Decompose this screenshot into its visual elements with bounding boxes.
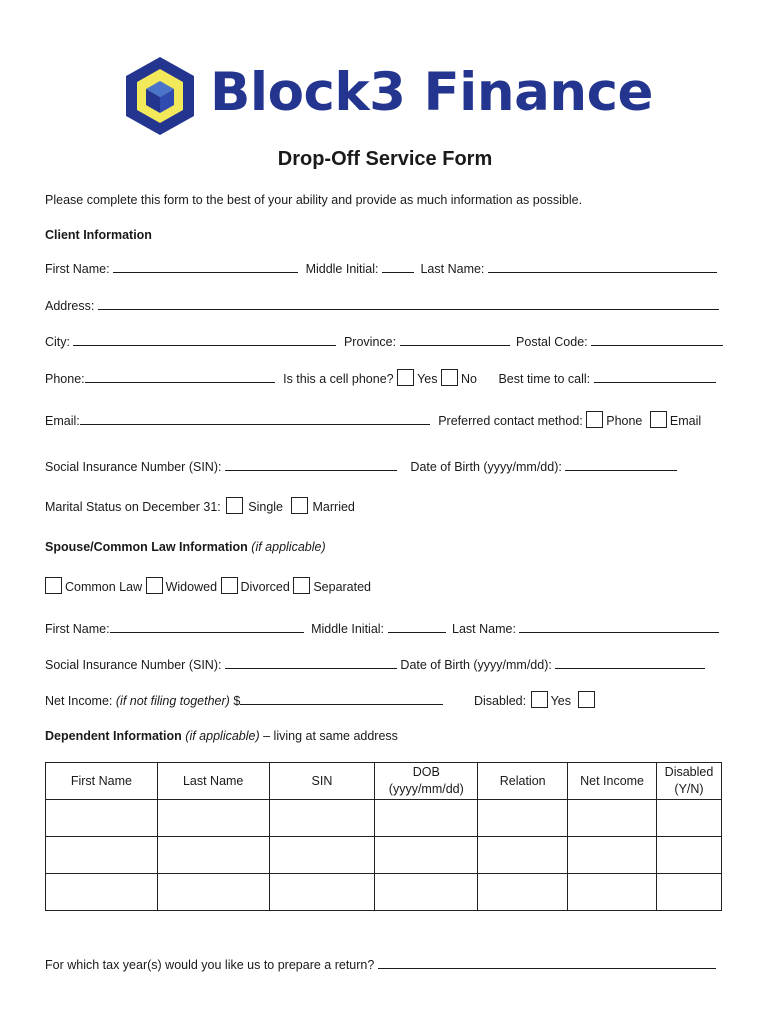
- table-row: [46, 837, 722, 874]
- spouse-dob-label: Date of Birth (yyyy/mm/dd):: [400, 658, 552, 672]
- table-cell[interactable]: [46, 837, 158, 874]
- address-field[interactable]: [98, 298, 719, 310]
- disabled-yes-checkbox[interactable]: [531, 691, 548, 708]
- spouse-heading-row: [45, 540, 326, 554]
- phone-label: Phone:: [45, 372, 85, 386]
- dependent-table: [45, 762, 722, 911]
- married-label: Married: [312, 500, 355, 514]
- last-name-label: Last Name:: [420, 262, 485, 276]
- disabled-yes-label: Yes: [550, 694, 572, 708]
- table-cell[interactable]: [478, 874, 568, 911]
- preferred-contact-label: Preferred contact method:: [438, 414, 583, 428]
- email-field[interactable]: [80, 413, 430, 425]
- table-cell[interactable]: [269, 837, 375, 874]
- email-row: [45, 411, 701, 428]
- address-row: [45, 298, 719, 313]
- marital-row: [45, 497, 355, 514]
- province-label: Province:: [343, 335, 397, 349]
- column-header: DOB (yyyy/mm/dd): [375, 763, 478, 800]
- spouse-last-name-field[interactable]: [519, 621, 719, 633]
- table-cell[interactable]: [568, 874, 657, 911]
- middle-initial-label: Middle Initial:: [305, 262, 379, 276]
- table-cell[interactable]: [568, 800, 657, 837]
- spouse-dob-field[interactable]: [555, 657, 705, 669]
- column-header: SIN: [269, 763, 375, 800]
- column-header: Last Name: [157, 763, 269, 800]
- table-cell[interactable]: [656, 837, 721, 874]
- dependent-table-header: [46, 763, 722, 800]
- client-heading: Client Information: [45, 228, 152, 242]
- spouse-disabled-group: [474, 691, 598, 708]
- form-intro: Please complete this form to the best of your ability and provide as much information as possible.: [45, 193, 583, 207]
- spouse-heading-note: (if applicable): [251, 540, 326, 554]
- disabled-no-checkbox[interactable]: [578, 691, 595, 708]
- tax-year-field[interactable]: [378, 957, 716, 969]
- contact-email-checkbox[interactable]: [650, 411, 667, 428]
- sin-label: Social Insurance Number (SIN):: [45, 460, 222, 474]
- hexagon-cube-logo-icon: [124, 55, 196, 137]
- separated-checkbox[interactable]: [293, 577, 310, 594]
- spouse-status-row: [45, 577, 371, 594]
- best-time-field[interactable]: [594, 371, 716, 383]
- spouse-heading: Spouse/Common Law Information: [45, 540, 248, 554]
- table-cell[interactable]: [375, 874, 478, 911]
- first-name-label: First Name:: [45, 262, 110, 276]
- table-cell[interactable]: [656, 800, 721, 837]
- brand-logo: [124, 55, 654, 137]
- divorced-label: Divorced: [240, 580, 290, 594]
- phone-field[interactable]: [85, 371, 275, 383]
- spouse-sin-field[interactable]: [225, 657, 397, 669]
- contact-phone-checkbox[interactable]: [586, 411, 603, 428]
- dob-field[interactable]: [565, 459, 677, 471]
- email-label: Email:: [45, 414, 80, 428]
- table-cell[interactable]: [269, 800, 375, 837]
- net-income-note: (if not filing together): [115, 694, 230, 708]
- dependent-heading: Dependent Information: [45, 729, 182, 743]
- net-income-label: Net Income:: [45, 694, 113, 708]
- table-cell[interactable]: [375, 800, 478, 837]
- cell-yes-label: Yes: [417, 372, 438, 386]
- sin-row: [45, 459, 677, 474]
- cell-question-label: Is this a cell phone?: [283, 372, 394, 386]
- table-cell[interactable]: [375, 837, 478, 874]
- postal-code-field[interactable]: [591, 334, 723, 346]
- married-checkbox[interactable]: [291, 497, 308, 514]
- column-header: Relation: [478, 763, 568, 800]
- phone-row: [45, 369, 716, 386]
- common-law-checkbox[interactable]: [45, 577, 62, 594]
- column-header: Disabled (Y/N): [656, 763, 721, 800]
- sin-field[interactable]: [225, 459, 397, 471]
- table-row: [46, 800, 722, 837]
- single-label: Single: [248, 500, 284, 514]
- spouse-sin-label: Social Insurance Number (SIN):: [45, 658, 222, 672]
- dollar-sign: $: [233, 694, 241, 708]
- column-header: First Name: [46, 763, 158, 800]
- dob-label: Date of Birth (yyyy/mm/dd):: [410, 460, 562, 474]
- dependent-heading-row: [45, 729, 398, 743]
- city-label: City:: [45, 335, 70, 349]
- table-cell[interactable]: [269, 874, 375, 911]
- spouse-first-name-field[interactable]: [110, 621, 304, 633]
- province-field[interactable]: [400, 334, 510, 346]
- contact-phone-label: Phone: [606, 414, 643, 428]
- city-field[interactable]: [73, 334, 336, 346]
- widowed-checkbox[interactable]: [146, 577, 163, 594]
- dependent-heading-suffix: – living at same address: [263, 729, 398, 743]
- client-name-row: [45, 261, 717, 276]
- table-cell[interactable]: [478, 837, 568, 874]
- address-label: Address:: [45, 299, 95, 313]
- table-cell[interactable]: [157, 800, 269, 837]
- disabled-label: Disabled:: [474, 694, 527, 708]
- spouse-last-name-label: Last Name:: [452, 622, 516, 636]
- postal-code-label: Postal Code:: [516, 335, 588, 349]
- marital-label: Marital Status on December 31:: [45, 500, 221, 514]
- table-cell[interactable]: [157, 837, 269, 874]
- spouse-name-row: [45, 621, 719, 636]
- spouse-sin-row: [45, 657, 705, 672]
- table-cell[interactable]: [656, 874, 721, 911]
- net-income-field[interactable]: [240, 693, 443, 705]
- middle-initial-field[interactable]: [382, 261, 414, 273]
- single-checkbox[interactable]: [226, 497, 243, 514]
- last-name-field[interactable]: [488, 261, 717, 273]
- table-cell[interactable]: [46, 874, 158, 911]
- table-row: [46, 874, 722, 911]
- city-row: [45, 334, 723, 349]
- brand-name: Block3 Finance: [210, 62, 653, 123]
- contact-email-label: Email: [669, 414, 702, 428]
- spouse-middle-initial-label: Middle Initial:: [311, 622, 385, 636]
- cell-no-label: No: [460, 372, 477, 386]
- table-cell[interactable]: [46, 800, 158, 837]
- column-header: Net Income: [568, 763, 657, 800]
- first-name-field[interactable]: [113, 261, 298, 273]
- widowed-label: Widowed: [165, 580, 218, 594]
- spouse-middle-initial-field[interactable]: [388, 621, 446, 633]
- cell-yes-checkbox[interactable]: [397, 369, 414, 386]
- table-cell[interactable]: [157, 874, 269, 911]
- tax-year-question: For which tax year(s) would you like us to prepare a return?: [45, 958, 375, 972]
- form-title: Drop-Off Service Form: [277, 148, 493, 170]
- tax-year-row: [45, 957, 716, 972]
- cell-no-checkbox[interactable]: [441, 369, 458, 386]
- common-law-label: Common Law: [65, 580, 143, 594]
- spouse-first-name-label: First Name:: [45, 622, 110, 636]
- spouse-income-row: [45, 693, 443, 708]
- table-cell[interactable]: [478, 800, 568, 837]
- divorced-checkbox[interactable]: [221, 577, 238, 594]
- table-cell[interactable]: [568, 837, 657, 874]
- dependent-heading-note: (if applicable): [185, 729, 260, 743]
- separated-label: Separated: [313, 580, 372, 594]
- best-time-label: Best time to call:: [498, 372, 591, 386]
